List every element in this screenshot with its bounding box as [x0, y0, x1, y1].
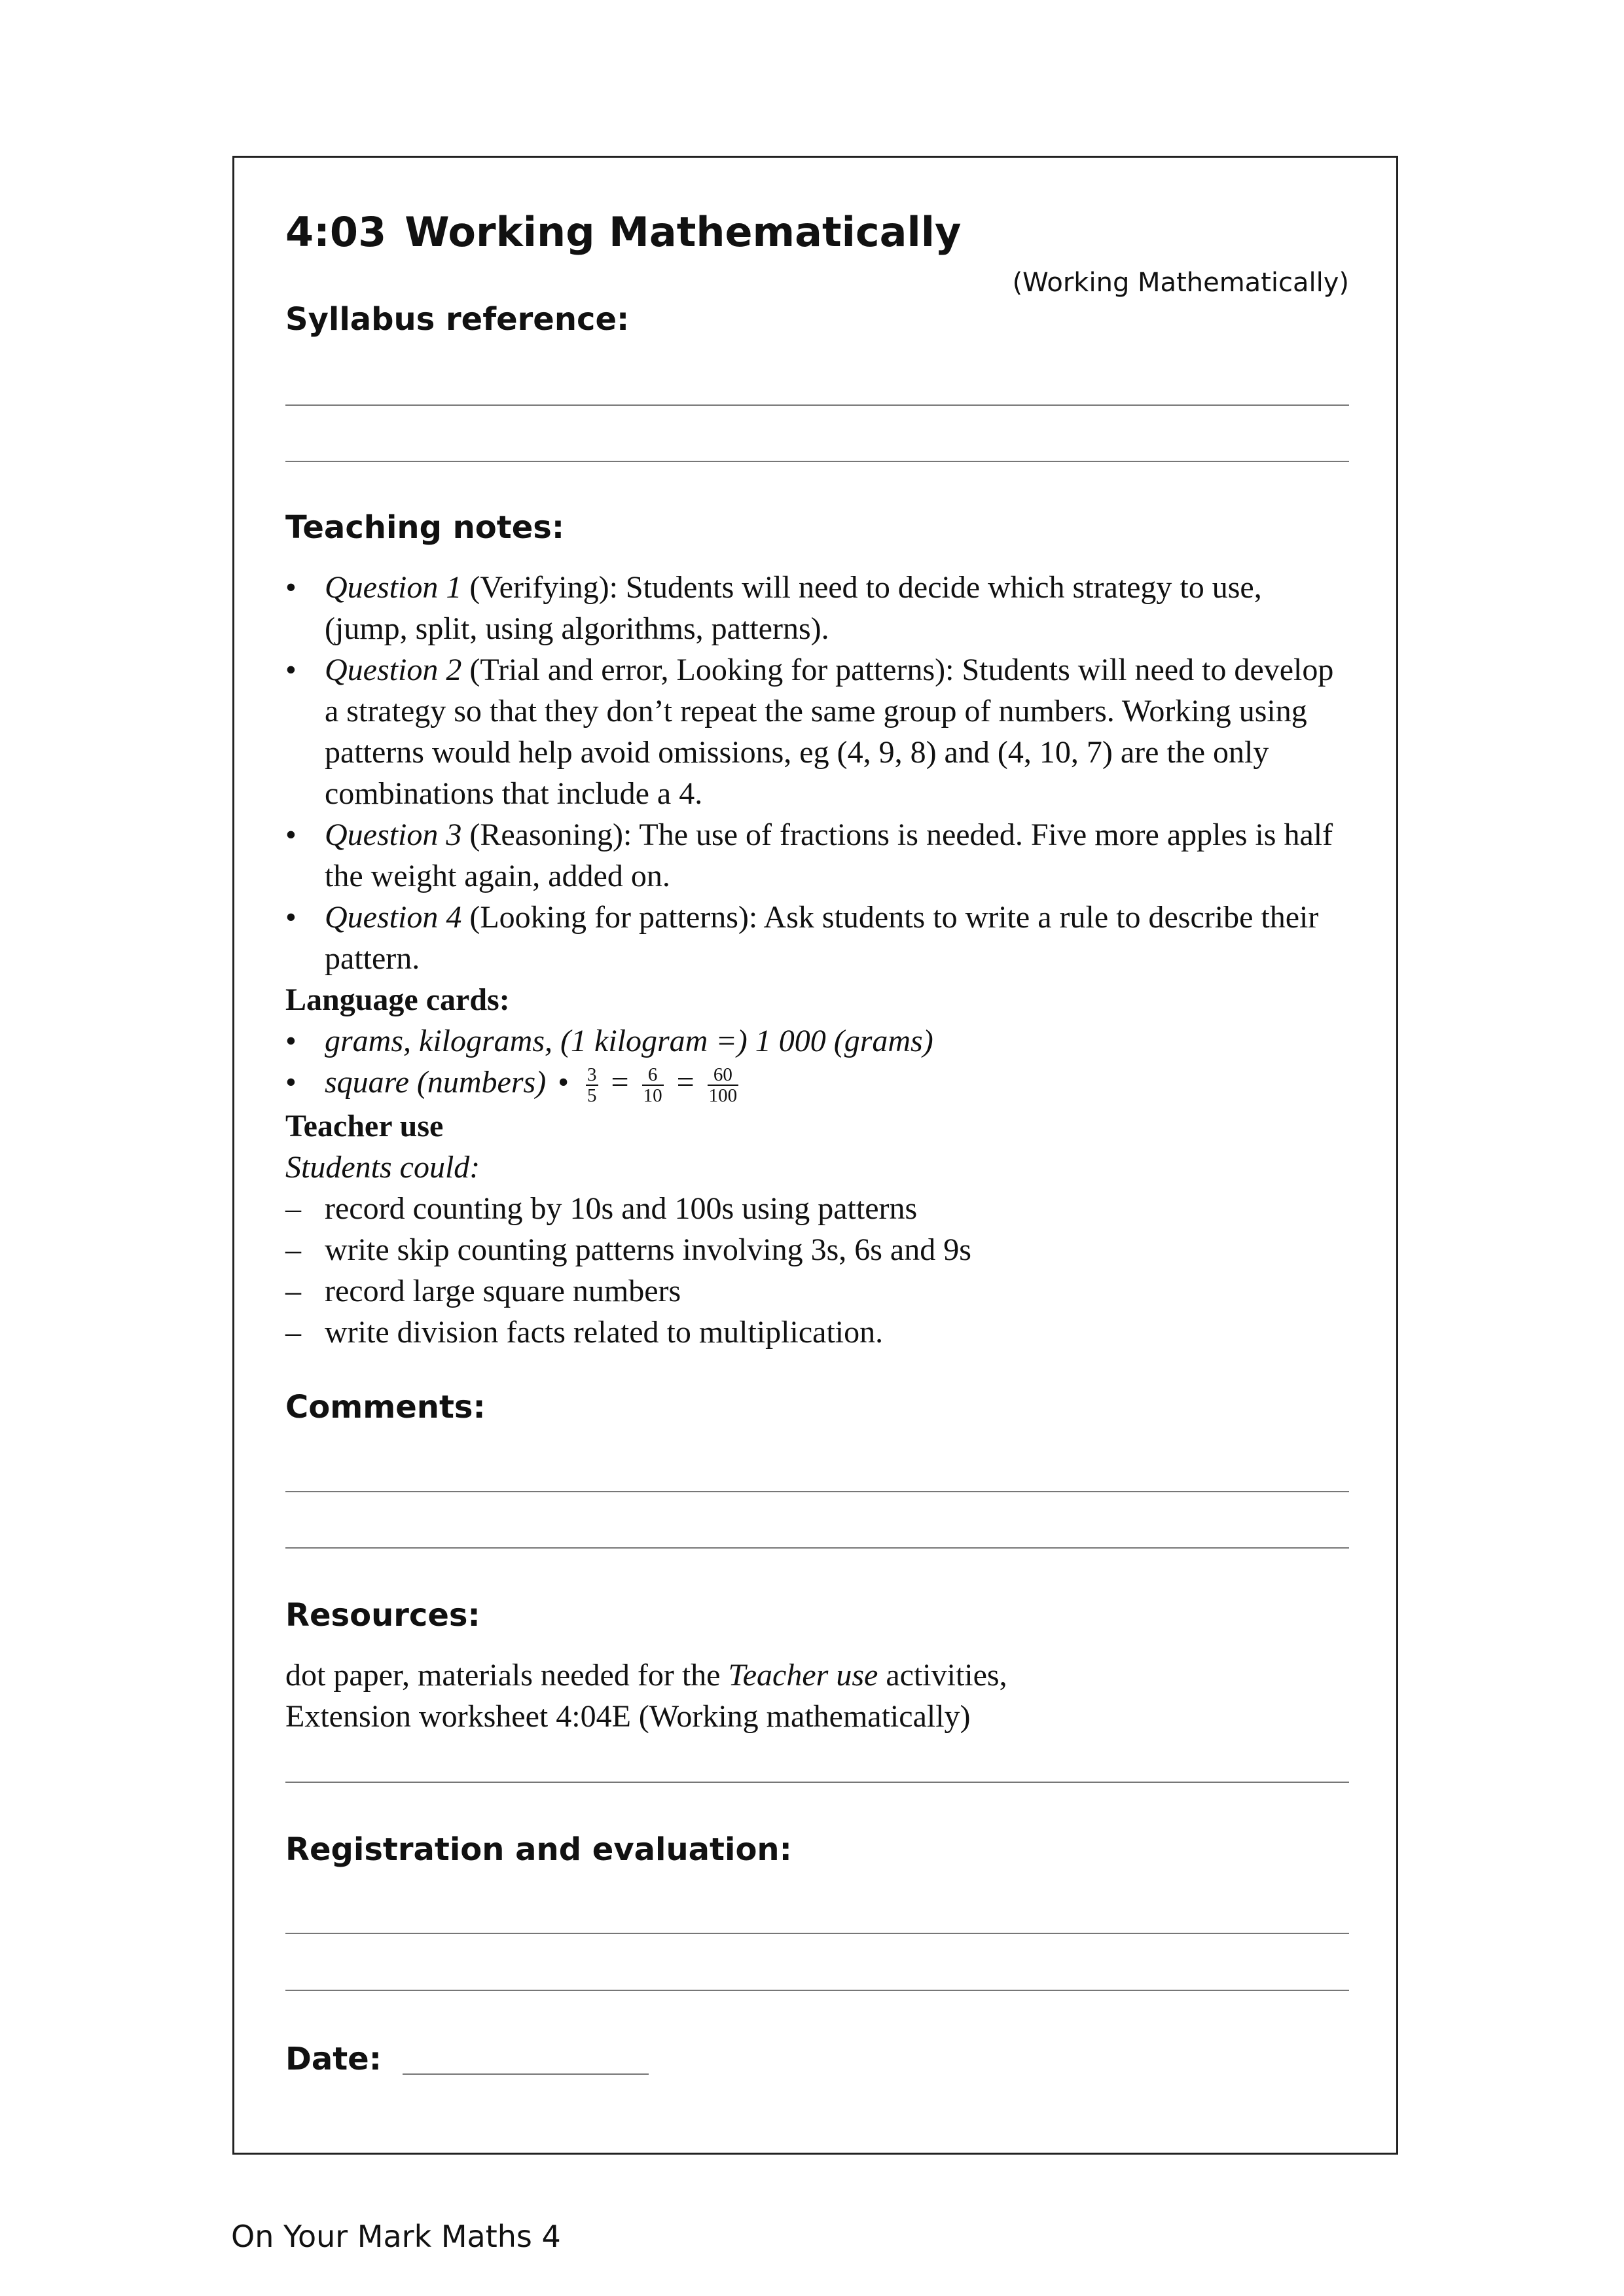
page-title	[285, 208, 961, 257]
lesson-title: Working Mathematically	[405, 208, 962, 256]
resources-line	[285, 1782, 1349, 1783]
syllabus-line-1	[285, 404, 1349, 406]
teaching-notes-heading: Teaching notes:	[285, 509, 565, 546]
language-cards-heading: Language cards:	[285, 982, 510, 1017]
teacher-use-intro: Students could:	[285, 1149, 480, 1185]
list-item: • square (numbers) • $\frac{3}{5}$ = $\frac{6}{10}$ = $\frac{60}{100}$	[285, 1064, 738, 1106]
list-item: • grams, kilograms, (1 kilogram =) 1 000 (grams)	[285, 1024, 933, 1058]
list-item: – write division facts related to multiplication.	[285, 1314, 884, 1350]
list-item: • Question 2 (Trial and error, Looking for patterns): Students will need to develop a strategy so that they don’t repeat the same group of numbers. Working using patterns would help avoid omissions, eg (4, 9, 8) and (4, 10, 7) are the only combinations that include a 4.	[285, 653, 1334, 811]
list-item: • Question 1 (Verifying): Students will need to decide which strategy to use, (jump, split, using algorithms, patterns).	[285, 570, 1262, 646]
list-item: • Question 3 (Reasoning): The use of fractions is needed. Five more apples is half the weight again, added on.	[285, 817, 1333, 893]
list-item: – record large square numbers	[285, 1273, 681, 1308]
comments-line-1	[285, 1491, 1349, 1492]
registration-line-1	[285, 1933, 1349, 1934]
comments-heading: Comments:	[285, 1389, 486, 1426]
fraction-sixty-hundredths: $\frac{60}{100}$	[708, 1064, 738, 1106]
question-notes-list	[285, 567, 1349, 979]
date-field-line	[403, 2073, 649, 2075]
date-label: Date:	[285, 2041, 382, 2077]
syllabus-heading: Syllabus reference:	[285, 301, 630, 338]
list-item: • Question 4 (Looking for patterns): Ask students to write a rule to describe their pattern.	[285, 900, 1319, 976]
language-cards-list	[285, 1020, 1349, 1105]
strand-label: (Working Mathematically)	[1012, 268, 1349, 298]
resources-body: dot paper, materials needed for the Teacher use activities, Extension worksheet 4:04E (Working mathematically)	[285, 1658, 1007, 1734]
lesson-number: 4:03	[285, 208, 387, 256]
list-item: – record counting by 10s and 100s using patterns	[285, 1191, 918, 1226]
teacher-use-list	[285, 1188, 1349, 1353]
fraction-three-fifths: $\frac{3}{5}$	[587, 1064, 597, 1106]
teaching-notes-body	[285, 567, 1349, 1353]
resources-heading: Resources:	[285, 1597, 480, 1634]
fraction-six-tenths: $\frac{6}{10}$	[643, 1064, 662, 1106]
list-item: – write skip counting patterns involving 3s, 6s and 9s	[285, 1232, 971, 1267]
registration-line-2	[285, 1990, 1349, 1991]
page-footer: On Your Mark Maths 4	[231, 2219, 561, 2254]
comments-line-2	[285, 1547, 1349, 1549]
syllabus-line-2	[285, 461, 1349, 462]
registration-heading: Registration and evaluation:	[285, 1831, 792, 1868]
teacher-use-heading: Teacher use	[285, 1108, 444, 1143]
